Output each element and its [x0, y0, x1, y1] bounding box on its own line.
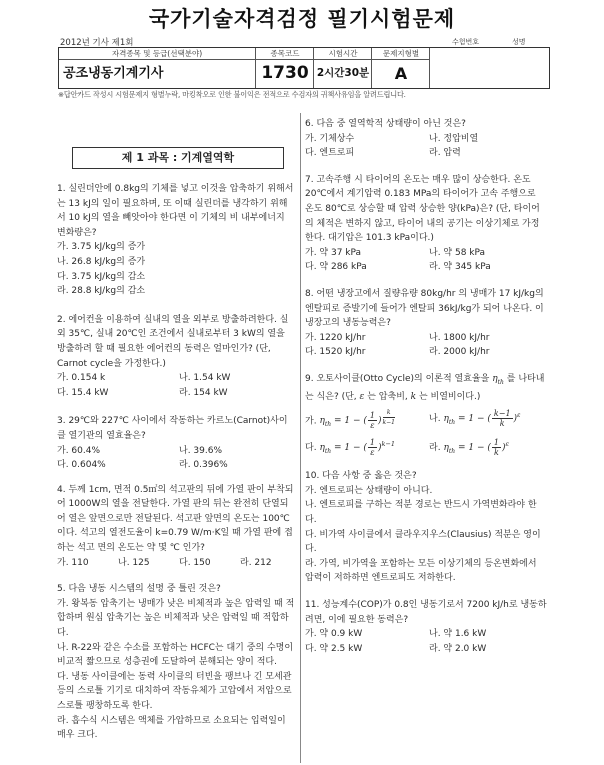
option: 다. 1520 kJ/hr	[305, 347, 366, 358]
left-column	[57, 182, 295, 751]
exam-number-cell[interactable]	[429, 48, 550, 88]
question	[305, 173, 547, 275]
option: 가. 엔트로피는 상태량이 아니다.	[305, 485, 433, 496]
code-label: 종목코드	[256, 48, 314, 60]
option: 가. 1220 kJ/hr	[305, 332, 366, 343]
type-value: A	[394, 64, 408, 83]
code-cell	[255, 48, 314, 88]
option: 라. 0.396%	[179, 460, 228, 471]
option: 가. 60.4%	[57, 445, 101, 456]
name-label: 성명	[512, 38, 526, 46]
option: 가. 0.154 k	[57, 373, 106, 384]
exam-header-table	[58, 47, 550, 89]
option: 라. 154 kW	[179, 387, 228, 398]
question	[57, 182, 295, 299]
option: 나. 약 1.6 kW	[429, 629, 487, 640]
option: 라. 2000 kJ/hr	[429, 347, 490, 358]
question	[57, 483, 295, 571]
column-divider	[300, 113, 301, 763]
option: 라. 212	[240, 557, 272, 568]
option: 나. 정압비열	[429, 133, 479, 144]
question	[305, 287, 547, 360]
option: 나. 약 58 kPa	[429, 247, 486, 258]
type-label: 문제지형별	[372, 48, 430, 60]
time-cell	[313, 48, 372, 88]
option: 다. 약 286 kPa	[305, 262, 367, 273]
question	[57, 582, 295, 743]
time-label: 시험시간	[314, 48, 372, 60]
formula-options	[305, 408, 547, 459]
time-value: 2시간30분	[316, 67, 370, 79]
question-text: 7. 고속주행 시 타이어의 온도는 매우 많이 상승한다. 온도 20℃에서 계기압력 0.183 MPa의 타이어가 고속 주행으로 온도 80℃로 상승할 때 압력 상승한 양(kPa)은? (단, 타이어의 체적은 변하지 않고, 타이어 내의 공기는 이상기체로 가정한다. 대기압은 101.3 kPa이다.)	[305, 174, 540, 244]
question-text: 3. 29℃와 227℃ 사이에서 작동하는 카르노(Carnot)사이클 열기관의 열효율은?	[57, 416, 288, 441]
exam-no-label: 수험번호	[452, 38, 480, 46]
option: 다. 0.604%	[57, 460, 106, 471]
question-text: 5. 다음 냉동 시스템의 설명 중 틀린 것은?	[57, 584, 221, 595]
question	[57, 414, 295, 472]
category-label: 자격종목 및 등급(선택분야)	[59, 48, 255, 60]
option: 라. 흡수식 시스템은 액체를 가압하므로 소요되는 입력일이 매우 크다.	[57, 715, 286, 741]
question	[305, 117, 547, 161]
question-text: 4. 두께 1cm, 면적 0.5㎡의 석고판의 뒤에 가열 판이 부착되어 1000W의 열을 전달한다. 가열 판의 뒤는 완전히 단열되어 열은 앞면으로만 전달된다. 석고판 앞면의 온도는 100℃이다. 석고의 열전도율이 k=0.79 W/m·K일 때 가열 판에 접하는 석고 면의 온도는 약 몇 ℃ 인가?	[57, 484, 294, 554]
question-text: 9. 오토사이클(Otto Cycle)의 이론적 열효율을 $\eta_{th}$ 를 나타내는 식은? (단, ε 는 압축비, k 는 비열비이다.)	[305, 373, 545, 403]
question-text: 10. 다음 사항 중 옳은 것은?	[305, 471, 417, 482]
right-column	[305, 117, 547, 664]
subject-heading: 제 1 과목 : 기계열역학	[72, 147, 284, 169]
option: 다. 3.75 kJ/kg의 감소	[57, 271, 146, 282]
option: 다. 약 2.5 kW	[305, 643, 363, 654]
formula-option: 다. $\eta_{th} = 1$ − ( $\frac{1}{\varepsilon}$ )$^{k-1}$	[305, 437, 396, 457]
question	[305, 469, 547, 586]
question-text: 8. 어떤 냉장고에서 질량유량 80kg/hr 의 냉매가 17 kJ/kg의 엔탈피로 증발기에 들어가 엔탈피 36kJ/kg가 되어 나온다. 이 냉장고의 냉동능력은?	[305, 288, 544, 329]
option: 라. 가역, 비가역을 포함하는 모든 이상기체의 등온변화에서 압력이 저하하면 엔트로피도 저하한다.	[305, 558, 537, 584]
option: 다. 150	[179, 557, 211, 568]
question-text: 2. 에어컨을 이용하여 실내의 열을 외부로 방출하려한다. 실외 35℃, 실내 20℃인 조건에서 실내로부터 3 kW의 열을 방출하려 할 때 필요한 에어컨의 동력은 얼마인가? (단, Carnot cycle을 가정한다.)	[57, 314, 289, 369]
option: 나. 39.6%	[179, 445, 223, 456]
option: 라. 약 345 kPa	[429, 262, 491, 273]
option: 가. 약 37 kPa	[305, 247, 362, 258]
question-text: 1. 실린더안에 0.8kg의 기체를 넣고 이것을 압축하기 위해서는 13 kJ의 일이 필요하며, 또 이때 실린더를 냉각하기 위해서 10 kJ의 열을 빼앗아야 한다면 이 기체의 비 내부에너지 변화량은?	[57, 184, 294, 238]
option: 라. 압력	[429, 148, 461, 159]
option: 다. 냉동 사이클에는 동력 사이클의 터빈을 팽브나 긴 모세관 등의 스로틀 기기로 대치하여 작동유체가 고압에서 저압으로 스로틀 팽창하도록 한다.	[57, 671, 292, 711]
option: 나. R-22와 같은 수소를 포함하는 HCFC는 대기 중의 수명이 비교적 짧으므로 성층권에 도달하여 분해되는 양이 적다.	[57, 642, 294, 668]
question	[305, 598, 547, 656]
question-text: 6. 다음 중 열역학적 상태량이 아닌 것은?	[305, 119, 466, 129]
notice-text: ※답안카드 작성시 시험문제지 형별누락, 마킹착오로 인한 불이익은 전적으로 수검자의 귀책사유임을 알려드립니다.	[58, 90, 406, 99]
option: 나. 125	[118, 557, 150, 568]
option: 나. 엔트로피를 구하는 적분 경로는 반드시 가역변화라야 한다.	[305, 500, 537, 525]
exam-session: 2012년 기사 제1회	[60, 38, 134, 48]
category-value: 공조냉동기계기사	[63, 66, 164, 81]
option: 가. 3.75 kJ/kg의 증가	[57, 242, 146, 253]
question	[57, 313, 295, 401]
formula-option: 나. $\eta_{th} = 1$ − ( $\frac{k-1}{k}$ )$^\varepsilon$	[429, 408, 521, 428]
option: 나. 1800 kJ/hr	[429, 332, 490, 343]
option: 다. 엔트로피	[305, 148, 355, 159]
formula-option: 가. $\eta_{th} = 1$ − ( $\frac{1}{\varepsilon}$ ) $^{\frac{k}{k-1}}$	[305, 408, 395, 431]
option: 라. 28.8 kJ/kg의 감소	[57, 286, 146, 297]
option: 라. 약 2.0 kW	[429, 643, 487, 654]
option: 다. 15.4 kW	[57, 387, 109, 398]
option: 가. 약 0.9 kW	[305, 629, 363, 640]
question-text: 11. 성능계수(COP)가 0.8인 냉동기로서 7200 kJ/h로 냉동하려면, 이에 필요한 동력은?	[305, 599, 547, 625]
code-value: 1730	[261, 63, 309, 83]
option: 가. 왕복동 압축기는 냉매가 낮은 비체적과 높은 압력일 때 적합하며 원심 압축기는 높은 비체적과 낮은 압력일 때 적합하다.	[57, 598, 295, 639]
option: 가. 기체상수	[305, 133, 355, 144]
page-title: 국가기술자격검정 필기시험문제	[148, 7, 456, 31]
option: 가. 110	[57, 557, 89, 568]
option: 나. 26.8 kJ/kg의 증가	[57, 256, 146, 267]
type-cell	[371, 48, 430, 88]
question	[305, 372, 547, 459]
formula-option: 라. $\eta_{th} = 1$ − ( $\frac{1}{k}$ )$^\varepsilon$	[429, 437, 509, 457]
exam-number-header	[440, 36, 548, 46]
option: 나. 1.54 kW	[179, 373, 231, 384]
option: 다. 비가역 사이클에서 클라우지우스(Clausius) 적분은 영이다.	[305, 529, 541, 555]
